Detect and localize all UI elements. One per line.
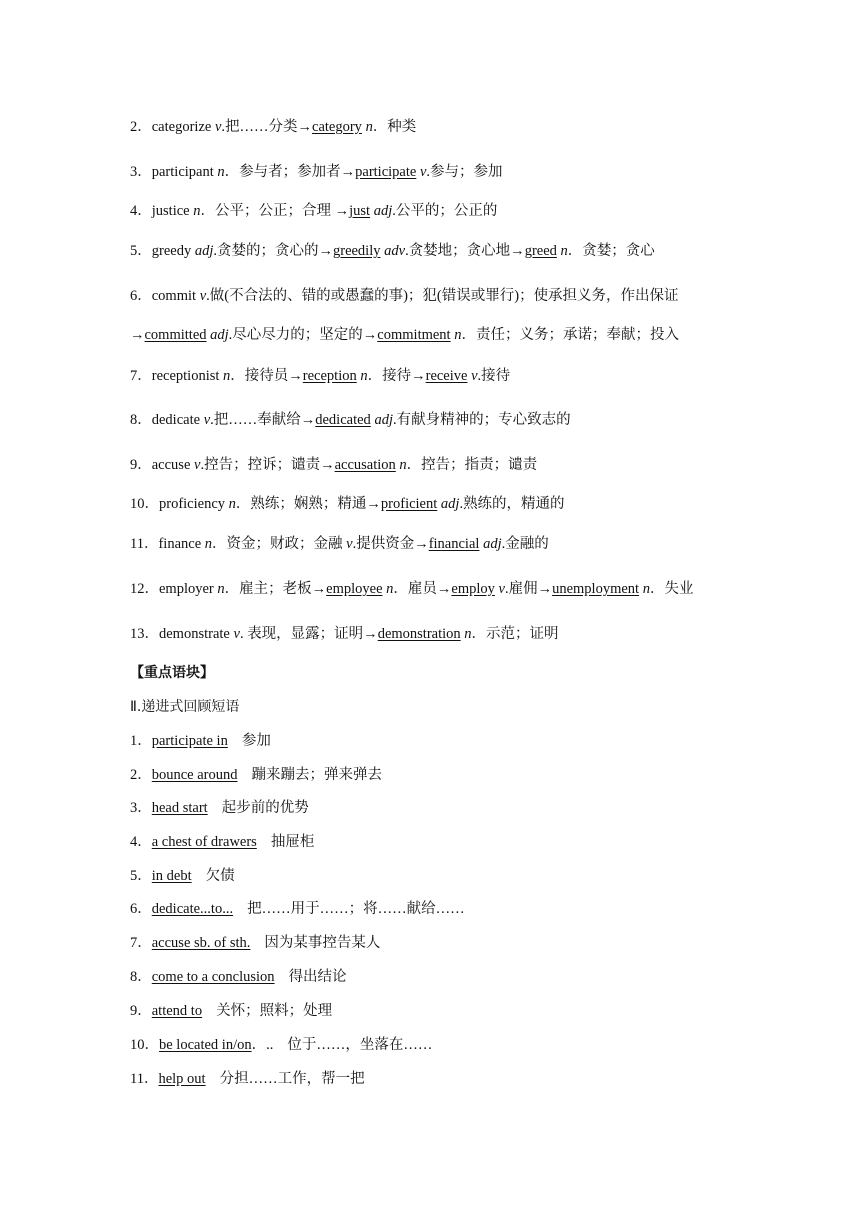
phrase-text: come to a conclusion bbox=[151, 969, 275, 985]
vocab-entry bbox=[130, 325, 679, 345]
entry-text: .做(不合法的、错的或愚蠢的事)；犯(错误或罪行)；使承担义务，作出保证 bbox=[206, 288, 679, 304]
entry-text: 9．accuse bbox=[130, 457, 195, 473]
part-of-speech: adv bbox=[384, 243, 406, 259]
phrase-entry bbox=[130, 967, 347, 987]
phrase-number: 1． bbox=[130, 733, 152, 749]
entry-text: 13．demonstrate bbox=[130, 626, 234, 642]
part-of-speech: n bbox=[386, 581, 394, 597]
entry-text: 6．commit bbox=[130, 288, 200, 304]
entry-text: → bbox=[130, 327, 145, 343]
phrase-number: 9． bbox=[130, 1003, 152, 1019]
vocab-entry bbox=[130, 455, 537, 475]
phrase-meaning: 起步前的优势 bbox=[221, 800, 309, 816]
vocab-entry bbox=[130, 410, 571, 430]
entry-text: .把……分类→ bbox=[221, 119, 313, 135]
part-of-speech: adj bbox=[483, 536, 502, 552]
vocab-entry bbox=[130, 494, 565, 514]
phrase-entry bbox=[130, 765, 382, 785]
phrase-meaning: 抽屉柜 bbox=[270, 834, 315, 850]
part-of-speech: n bbox=[217, 164, 225, 180]
phrase-text: accuse sb. of sth. bbox=[151, 935, 251, 951]
phrase-number: 3． bbox=[130, 800, 152, 816]
entry-text: ．公平；公正；合理 → bbox=[200, 203, 350, 219]
derived-word: reception bbox=[302, 368, 357, 384]
part-of-speech: v bbox=[194, 457, 201, 473]
entry-text: ．种类 bbox=[372, 119, 417, 135]
vocab-entry bbox=[130, 241, 655, 261]
entry-text: .贪婪的；贪心的→ bbox=[213, 243, 333, 259]
phrase-text: a chest of drawers bbox=[151, 834, 257, 850]
entry-text: .金融的 bbox=[501, 536, 549, 552]
entry-text: ．资金；财政；金融 bbox=[212, 536, 347, 552]
entry-text: .把……奉献给→ bbox=[210, 412, 316, 428]
phrase-meaning: 欠债 bbox=[205, 868, 235, 884]
phrase-entry bbox=[130, 1069, 365, 1089]
derived-word: participate bbox=[355, 164, 417, 180]
entry-text: .接待 bbox=[477, 368, 511, 384]
phrase-meaning: 分担……工作，帮一把 bbox=[219, 1071, 365, 1087]
part-of-speech: adj bbox=[210, 327, 229, 343]
phrase-meaning: 蹦来蹦去；弹来弹去 bbox=[251, 767, 383, 783]
part-of-speech: n bbox=[642, 581, 650, 597]
phrase-text: be located in/on bbox=[159, 1037, 252, 1053]
derived-word: unemployment bbox=[552, 581, 640, 597]
phrase-number: 6． bbox=[130, 901, 152, 917]
derived-word: accusation bbox=[334, 457, 396, 473]
part-of-speech: v bbox=[471, 368, 478, 384]
entry-text: ．雇主；老板→ bbox=[224, 581, 327, 597]
part-of-speech: adj bbox=[440, 496, 460, 512]
vocab-entry bbox=[130, 201, 497, 221]
part-of-speech: v bbox=[346, 536, 353, 552]
derived-word: employ bbox=[451, 581, 495, 597]
part-of-speech: v bbox=[498, 581, 505, 597]
vocab-entry bbox=[130, 162, 503, 182]
vocab-entry bbox=[130, 286, 679, 306]
sub-heading: Ⅱ.递进式回顾短语 bbox=[130, 699, 240, 715]
part-of-speech: v bbox=[203, 412, 211, 428]
entry-text: . 表现，显露；证明→ bbox=[239, 626, 378, 642]
phrase-text: in debt bbox=[151, 868, 192, 884]
part-of-speech: v bbox=[233, 626, 240, 642]
phrase-number: 2． bbox=[130, 767, 152, 783]
phrase-meaning: 因为某事控告某人 bbox=[264, 935, 381, 951]
phrase-meaning: 把……用于……；将……献给…… bbox=[247, 901, 465, 917]
derived-word: greed bbox=[524, 243, 557, 259]
entry-text: 4．justice bbox=[130, 203, 194, 219]
entry-text: 5．greedy bbox=[130, 243, 195, 259]
entry-text: 12．employer bbox=[130, 581, 218, 597]
derived-word: proficient bbox=[380, 496, 438, 512]
phrase-entry bbox=[130, 798, 309, 818]
entry-text: .有献身精神的；专心致志的 bbox=[392, 412, 571, 428]
phrase-text: head start bbox=[151, 800, 208, 816]
part-of-speech: v bbox=[214, 119, 222, 135]
part-of-speech: n bbox=[217, 581, 225, 597]
vocab-entry bbox=[130, 579, 693, 599]
part-of-speech: n bbox=[228, 496, 236, 512]
vocab-entry bbox=[130, 624, 559, 644]
phrase-entry bbox=[130, 1035, 432, 1055]
vocab-entry bbox=[130, 366, 510, 386]
derived-word: financial bbox=[428, 536, 480, 552]
phrase-number: 10． bbox=[130, 1037, 159, 1053]
entry-text: ．熟练；娴熟；精通→ bbox=[235, 496, 381, 512]
phrase-entry bbox=[130, 731, 271, 751]
phrase-meaning: 得出结论 bbox=[288, 969, 347, 985]
part-of-speech: n bbox=[204, 536, 213, 552]
entry-text: ．贪婪；贪心 bbox=[567, 243, 655, 259]
entry-text: .熟练的，精通的 bbox=[459, 496, 565, 512]
entry-text: .贪婪地；贪心地→ bbox=[405, 243, 525, 259]
part-of-speech: adj bbox=[374, 412, 393, 428]
part-of-speech: n bbox=[365, 119, 373, 135]
phrase-text: attend to bbox=[151, 1003, 203, 1019]
entry-text: .公平的；公正的 bbox=[392, 203, 498, 219]
entry-text: .控告；控诉；谴责→ bbox=[200, 457, 335, 473]
part-of-speech: adj bbox=[194, 243, 214, 259]
entry-text: 3．participant bbox=[130, 164, 218, 180]
entry-text: 11．finance bbox=[130, 536, 205, 552]
derived-word: commitment bbox=[377, 327, 451, 343]
entry-text: .参与；参加 bbox=[426, 164, 503, 180]
part-of-speech: n bbox=[360, 368, 368, 384]
entry-text: ．失业 bbox=[649, 581, 694, 597]
derived-word: committed bbox=[144, 327, 207, 343]
entry-text: ．控告；指责；谴责 bbox=[406, 457, 538, 473]
phrase-entry bbox=[130, 933, 380, 953]
part-of-speech: n bbox=[399, 457, 407, 473]
phrase-number: 5． bbox=[130, 868, 152, 884]
phrase-entry bbox=[130, 832, 314, 852]
part-of-speech: n bbox=[223, 368, 231, 384]
phrase-number: 8． bbox=[130, 969, 152, 985]
phrase-entry bbox=[130, 1001, 332, 1021]
part-of-speech: v bbox=[199, 288, 207, 304]
entry-text: ．参与者；参加者→ bbox=[224, 164, 356, 180]
entry-text: .雇佣→ bbox=[504, 581, 553, 597]
entry-text: ．示范；证明 bbox=[471, 626, 559, 642]
derived-word: greedily bbox=[332, 243, 381, 259]
entry-text: 10．proficiency bbox=[130, 496, 229, 512]
entry-text: ．接待员→ bbox=[230, 368, 303, 384]
phrase-entry bbox=[130, 899, 465, 919]
entry-text: ．接待→ bbox=[367, 368, 426, 384]
part-of-speech: v bbox=[419, 164, 427, 180]
phrase-number: 11． bbox=[130, 1071, 159, 1087]
vocab-entry bbox=[130, 117, 416, 137]
phrase-entry bbox=[130, 866, 235, 886]
vocab-entry bbox=[130, 534, 549, 554]
part-of-speech: n bbox=[464, 626, 472, 642]
part-of-speech: n bbox=[560, 243, 568, 259]
phrase-text: bounce around bbox=[151, 767, 238, 783]
phrase-meaning: 位于……，坐落在…… bbox=[287, 1037, 433, 1053]
entry-text: 7．receptionist bbox=[130, 368, 224, 384]
part-of-speech: n bbox=[193, 203, 201, 219]
derived-word: dedicated bbox=[315, 412, 371, 428]
section-heading: 【重点语块】 bbox=[130, 665, 214, 681]
derived-word: just bbox=[349, 203, 371, 219]
derived-word: employee bbox=[326, 581, 383, 597]
part-of-speech: adj bbox=[373, 203, 393, 219]
phrase-text: participate in bbox=[151, 733, 228, 749]
derived-word: receive bbox=[425, 368, 468, 384]
entry-text: .提供资金→ bbox=[352, 536, 429, 552]
entry-text: ．雇员→ bbox=[393, 581, 452, 597]
entry-text: .尽心尽力的；坚定的→ bbox=[228, 327, 378, 343]
entry-text: 2．categorize bbox=[130, 119, 215, 135]
phrase-text: help out bbox=[158, 1071, 206, 1087]
part-of-speech: n bbox=[454, 327, 462, 343]
derived-word: category bbox=[312, 119, 362, 135]
entry-text: ．责任；义务；承诺；奉献；投入 bbox=[461, 327, 679, 343]
phrase-number: 4． bbox=[130, 834, 152, 850]
derived-word: demonstration bbox=[377, 626, 461, 642]
phrase-tail: ．.. bbox=[251, 1037, 274, 1053]
phrase-meaning: 参加 bbox=[241, 733, 271, 749]
entry-text: 8．dedicate bbox=[130, 412, 204, 428]
phrase-text: dedicate...to... bbox=[151, 901, 234, 917]
phrase-number: 7． bbox=[130, 935, 152, 951]
phrase-meaning: 关怀；照料；处理 bbox=[216, 1003, 333, 1019]
